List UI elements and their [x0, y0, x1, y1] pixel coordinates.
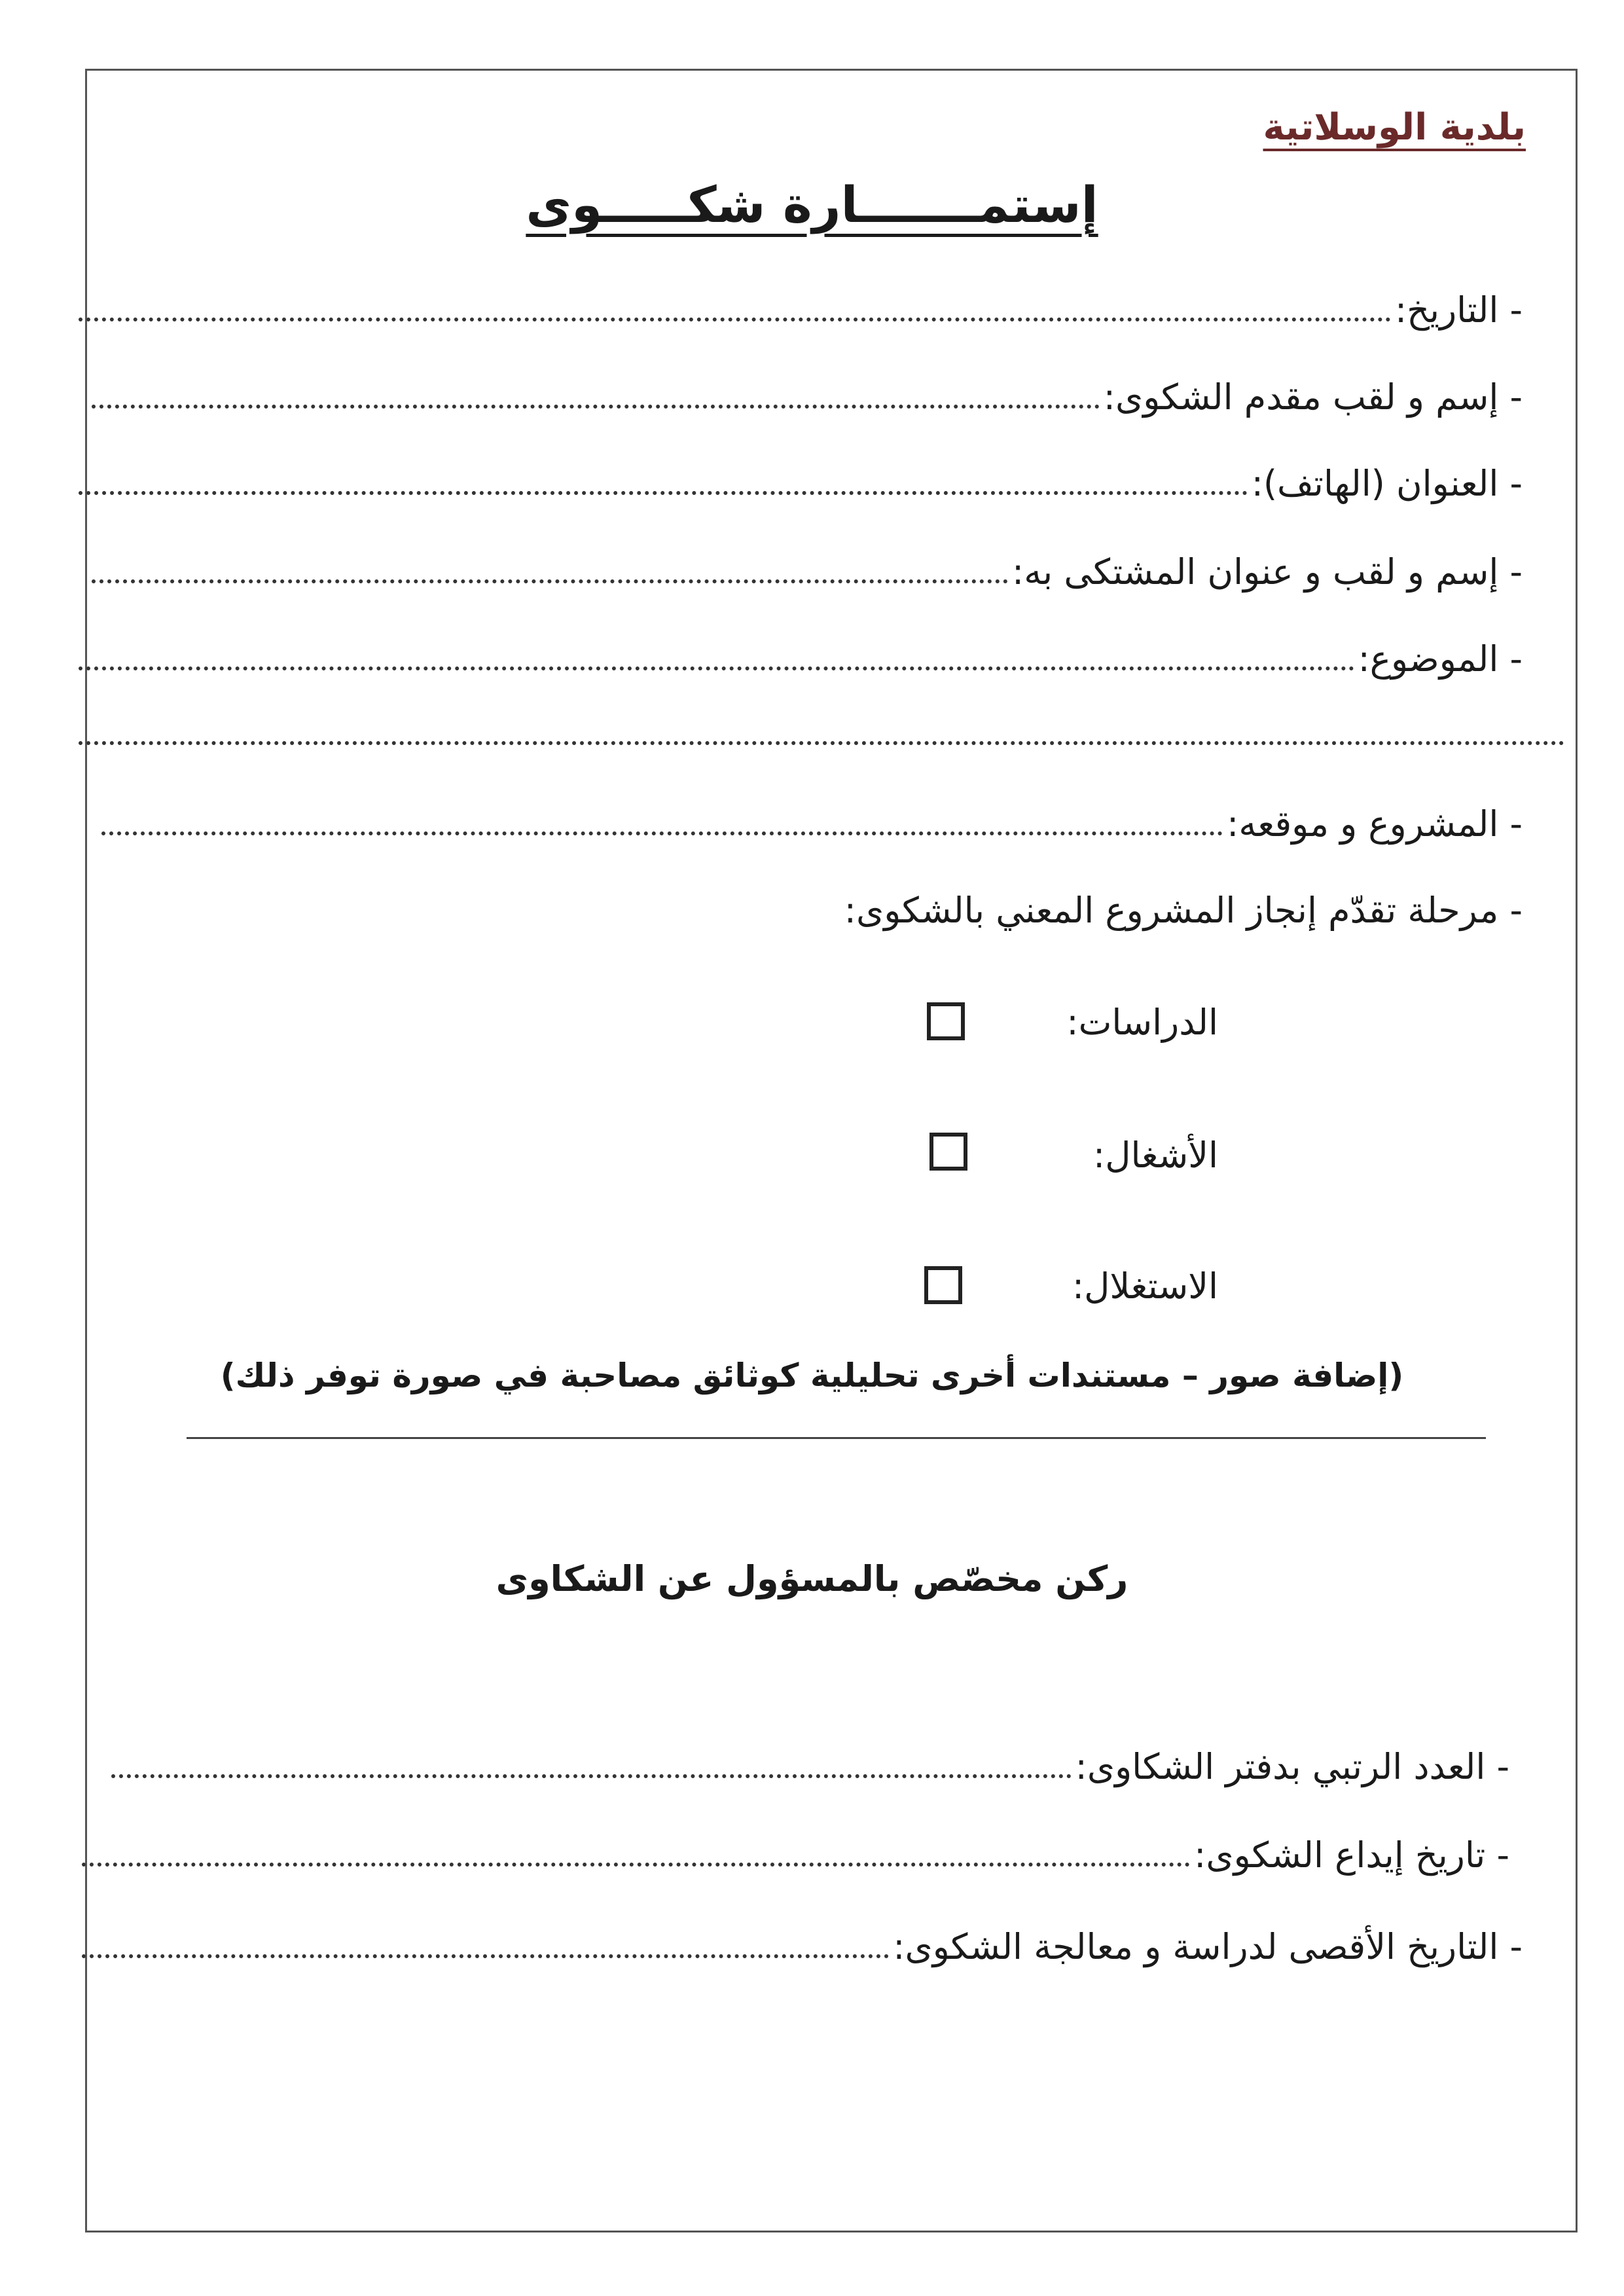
subject-extra-line[interactable] [79, 741, 1564, 745]
stage-label-operation: الاستغلال: [1072, 1266, 1218, 1307]
filing-date-fill-line[interactable] [82, 1863, 1190, 1867]
respondent-label: - إسم و لقب و عنوان المشتكى به: [1012, 551, 1523, 592]
filing-date-label: - تاريخ إيداع الشكوى: [1194, 1834, 1509, 1876]
project-location-field[interactable] [101, 792, 1523, 845]
respondent-fill-line[interactable] [92, 579, 1008, 583]
stage-label-studies: الدراسات: [1066, 1002, 1218, 1043]
address-phone-fill-line[interactable] [79, 491, 1248, 495]
official-section-title: ركن مخصّص بالمسؤول عن الشكاوى [496, 1558, 1128, 1599]
operation-checkbox[interactable] [924, 1266, 962, 1304]
complainant-name-fill-line[interactable] [92, 405, 1100, 409]
deadline-field[interactable] [82, 1915, 1523, 1967]
studies-checkbox[interactable] [927, 1002, 965, 1040]
project-location-fill-line[interactable] [101, 831, 1223, 835]
date-label: - التاريخ: [1394, 289, 1523, 331]
filing-date-field[interactable] [82, 1823, 1509, 1876]
register-number-fill-line[interactable] [111, 1774, 1072, 1778]
register-number-field[interactable] [111, 1735, 1509, 1787]
register-number-label: - العدد الرتبي بدفتر الشكاوى: [1075, 1746, 1509, 1787]
deadline-fill-line[interactable] [82, 1954, 889, 1958]
respondent-field[interactable] [92, 540, 1523, 592]
section-divider [187, 1437, 1486, 1439]
attachments-note: (إضافة صور – مستندات أخرى تحليلية كوثائق مصاحبة في صورة توفر ذلك) [220, 1357, 1404, 1394]
stage-label-works: الأشغال: [1093, 1135, 1218, 1176]
subject-label: - الموضوع: [1358, 638, 1523, 680]
form-title: إستمـــــــارة شكـــــوى [526, 175, 1098, 234]
address-phone-label: - العنوان (الهاتف): [1251, 463, 1523, 504]
complainant-name-field[interactable] [92, 365, 1523, 418]
date-field[interactable] [79, 278, 1523, 331]
subject-field[interactable] [79, 627, 1523, 680]
address-phone-field[interactable] [79, 452, 1523, 504]
project-location-label: - المشروع و موقعه: [1227, 803, 1523, 845]
municipality-name: بلدية الوسلاتية [1263, 106, 1526, 149]
project-stage-field [262, 879, 1523, 931]
works-checkbox[interactable] [929, 1133, 967, 1171]
subject-fill-line[interactable] [79, 666, 1354, 670]
deadline-label: - التاريخ الأقصى لدراسة و معالجة الشكوى: [893, 1926, 1523, 1967]
date-fill-line[interactable] [79, 318, 1391, 321]
complainant-name-label: - إسم و لقب مقدم الشكوى: [1103, 376, 1523, 418]
project-stage-label: - مرحلة تقدّم إنجاز المشروع المعني بالشكوى: [844, 890, 1523, 931]
